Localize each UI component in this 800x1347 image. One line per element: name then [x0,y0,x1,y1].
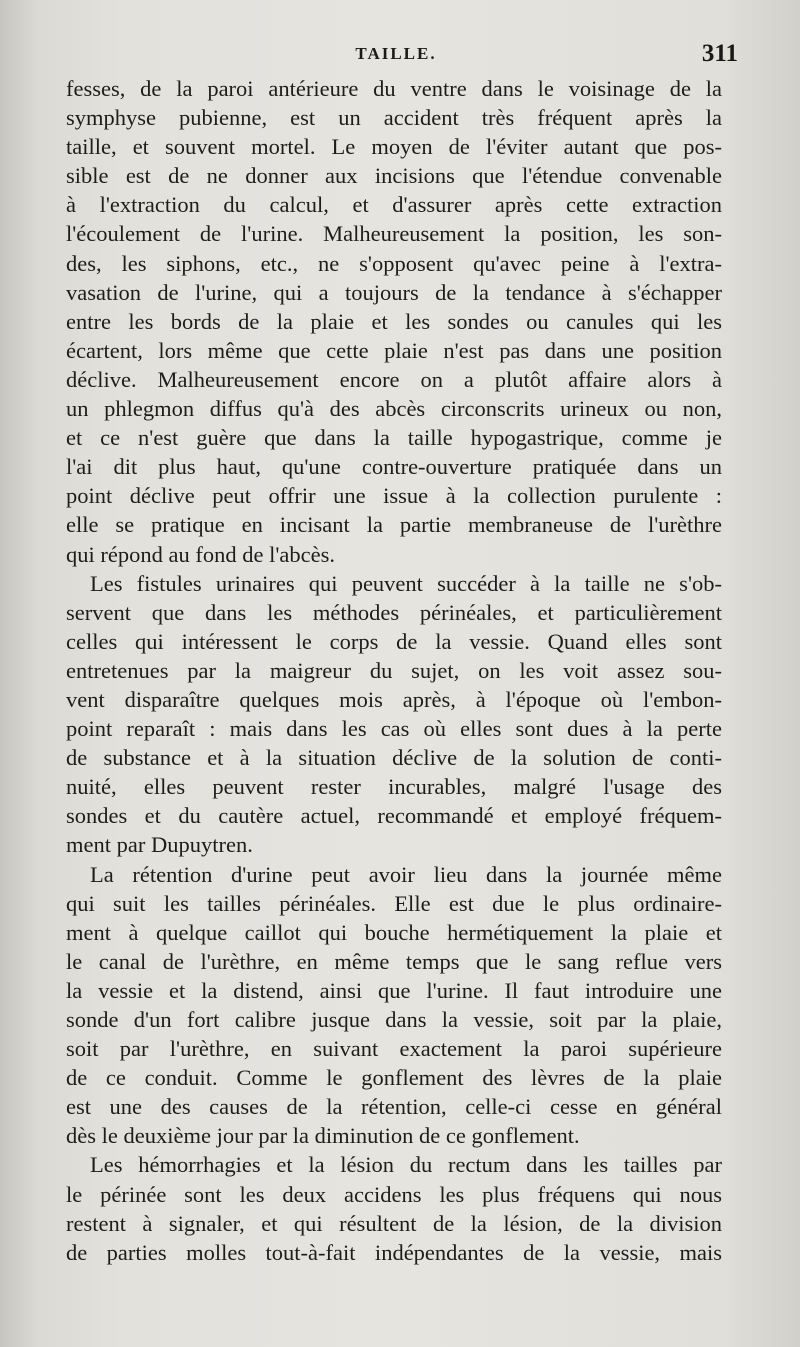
text-line: restent à signaler, et qui résultent de la lésion, de la division [66,1210,722,1236]
text-line: sible est de ne donner aux incisions que l'étendue convenable [66,163,722,189]
text-line: soit par l'urèthre, en suivant exactement la paroi supérieure [66,1036,722,1062]
paragraph-fistules [66,569,722,860]
text-line: de ce conduit. Comme le gonflement des lèvres de la plaie [66,1065,722,1091]
text-line: Les hémorrhagies et la lésion du rectum dans les tailles par [90,1152,722,1178]
text-line: Les fistules urinaires qui peuvent succéder à la taille ne s'ob- [90,570,722,596]
text-line: La rétention d'urine peut avoir lieu dans la journée même [90,861,722,887]
text-line: elle se pratique en incisant la partie membraneuse de l'urèthre [66,512,722,538]
text-line: le périnée sont les deux accidens les plus fréquens qui nous [66,1181,722,1207]
running-head: TAILLE. [355,44,437,63]
page-header [66,40,738,72]
text-line: fesses, de la paroi antérieure du ventre dans le voisinage de la [66,76,722,101]
text-line: le canal de l'urèthre, en même temps que le sang reflue vers [66,948,722,974]
text-line: qui répond au fond de l'abcès. [66,541,335,567]
text-line: vasation de l'urine, qui a toujours de la tendance à s'échapper [66,279,722,305]
text-line: sondes et du cautère actuel, recommandé et employé fréquem- [66,803,722,829]
text-line: taille, et souvent mortel. Le moyen de l'éviter autant que pos- [66,134,722,160]
page-number: 311 [701,40,738,67]
text-line: celles qui intéressent le corps de la vessie. Quand elles sont [66,628,722,654]
text-line: ment par Dupuytren. [66,832,253,858]
text-line: servent que dans les méthodes périnéales, et particulièrement [66,599,722,625]
text-line: symphyse pubienne, est un accident très fréquent après la [66,105,722,131]
text-line: sonde d'un fort calibre jusque dans la vessie, soit par la plaie, [66,1007,722,1032]
text-line: entretenues par la maigreur du sujet, on les voit assez sou- [66,657,722,683]
text-line: qui suit les tailles périnéales. Elle est due le plus ordinaire- [66,890,722,916]
text-line: la vessie et la distend, ainsi que l'urine. Il faut introduire une [66,977,722,1003]
text-line: vent disparaître quelques mois après, à l'époque où l'embon- [66,686,722,712]
text-line: à l'extraction du calcul, et d'assurer après cette extraction [66,192,722,218]
body-text [66,74,722,1267]
text-line: entre les bords de la plaie et les sondes ou canules qui les [66,308,722,334]
text-line: point reparaît : mais dans les cas où elles sont dues à la perte [66,716,722,742]
text-line: dès le deuxième jour par la diminution de ce gonflement. [66,1123,580,1149]
paragraph-hemorrhagies [66,1150,722,1266]
text-line: et ce n'est guère que dans la taille hypogastrique, comme je [66,425,722,451]
text-line: de substance et à la situation déclive de la solution de conti- [66,745,722,771]
text-line: de parties molles tout-à-fait indépendantes de la vessie, mais [66,1239,722,1265]
text-line: des, les siphons, etc., ne s'opposent qu'avec peine à l'extra- [66,250,722,276]
text-line: un phlegmon diffus qu'à des abcès circonscrits urineux ou non, [66,396,722,422]
text-line: l'ai dit plus haut, qu'une contre-ouverture pratiquée dans un [66,454,722,480]
paragraph-retention [66,860,722,1151]
text-line: déclive. Malheureusement encore on a plutôt affaire alors à [66,366,722,392]
text-line: écartent, lors même que cette plaie n'est pas dans une position [66,337,722,363]
text-line: est une des causes de la rétention, celle-ci cesse en général [66,1094,722,1120]
text-line: l'écoulement de l'urine. Malheureusement la position, les son- [66,221,722,247]
text-line: nuité, elles peuvent rester incurables, malgré l'usage des [66,774,722,800]
paragraph-continued [66,74,722,569]
text-line: point déclive peut offrir une issue à la collection purulente : [66,483,722,509]
text-line: ment à quelque caillot qui bouche hermétiquement la plaie et [66,919,722,945]
